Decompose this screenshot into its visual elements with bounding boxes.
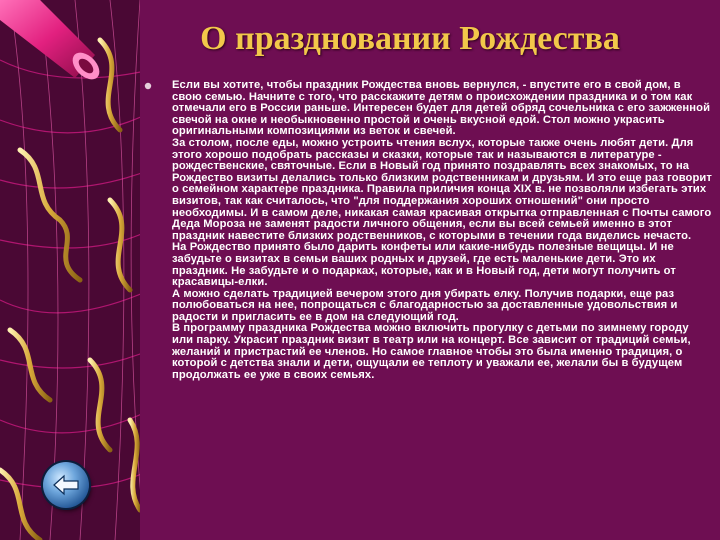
slide-title: О праздновании Рождества [200,20,620,57]
paragraph: Если вы хотите, чтобы праздник Рождества вновь вернулся, - впустите его в свой дом, в свою семью. Начните с того, что расскажите детям о происхождении праздника и о том как отмечали его в России раньше. Интересен будет для детей обряд сочельника с его зажженной свечой на окне и необыкновенно простой и очень вкусной едой. Стол можно украсить оригинальными композициями из веток и свечей. [172,79,711,138]
left-arrow-icon [52,473,80,497]
slide-body [172,80,712,381]
back-button[interactable] [43,462,89,508]
paragraph: За столом, после еды, можно устроить чтения вслух, которые также очень любят дети. Для этого хорошо подобрать рассказы и сказки, которые так и называются в литературе - рождественские, святочные. Если в Новый год принято поздравлять всех знакомых, то на Рождество визиты делались только близким родственникам и друзьям. И это еще раз говорит о семейном характере праздника. Правила приличия конца XIX в. не позволяли избегать этих визитов, так как считалось, что "для поддержания хороших отношений" они просто необходимы. И в самом деле, никакая самая красивая открытка отправленная с Почты самого Деда Мороза не заменят радости личного общения, если вы всей семьей именно в этот праздник навестите близких родственников, с которыми в течении года виделись нечасто. [172,136,712,242]
paragraph: На Рождество принято было дарить конфеты или какие-нибудь полезные вещицы. И не забудьте о визитах в семьи ваших родных и друзей, где есть маленькие дети. Это их праздник. Не забудьте и о подарках, которые, как и в Новый год, дети могут получить от красавицы-елки. [172,241,676,289]
paragraph: А можно сделать традицией вечером этого дня убирать елку. Получив подарки, еще раз полюбоваться на нее, попрощаться с благодарностью за доставленные удовольствия и радости и пригласить ее в дом на следующий год. [172,287,678,323]
paragraph: В программу праздника Рождества можно включить прогулку с детьми по зимнему городу или парку. Украсит праздник визит в театр или на концерт. Все зависит от традиций семьи, желаний и пристрастий ее членов. Но самое главное чтобы это была именно традиция, о которой с детства знали и дети, ощущали ее теплоту и уважали ее, желали бы в будущем продолжать ее уже в своих семьях. [172,322,691,381]
bullet-icon [144,82,152,93]
